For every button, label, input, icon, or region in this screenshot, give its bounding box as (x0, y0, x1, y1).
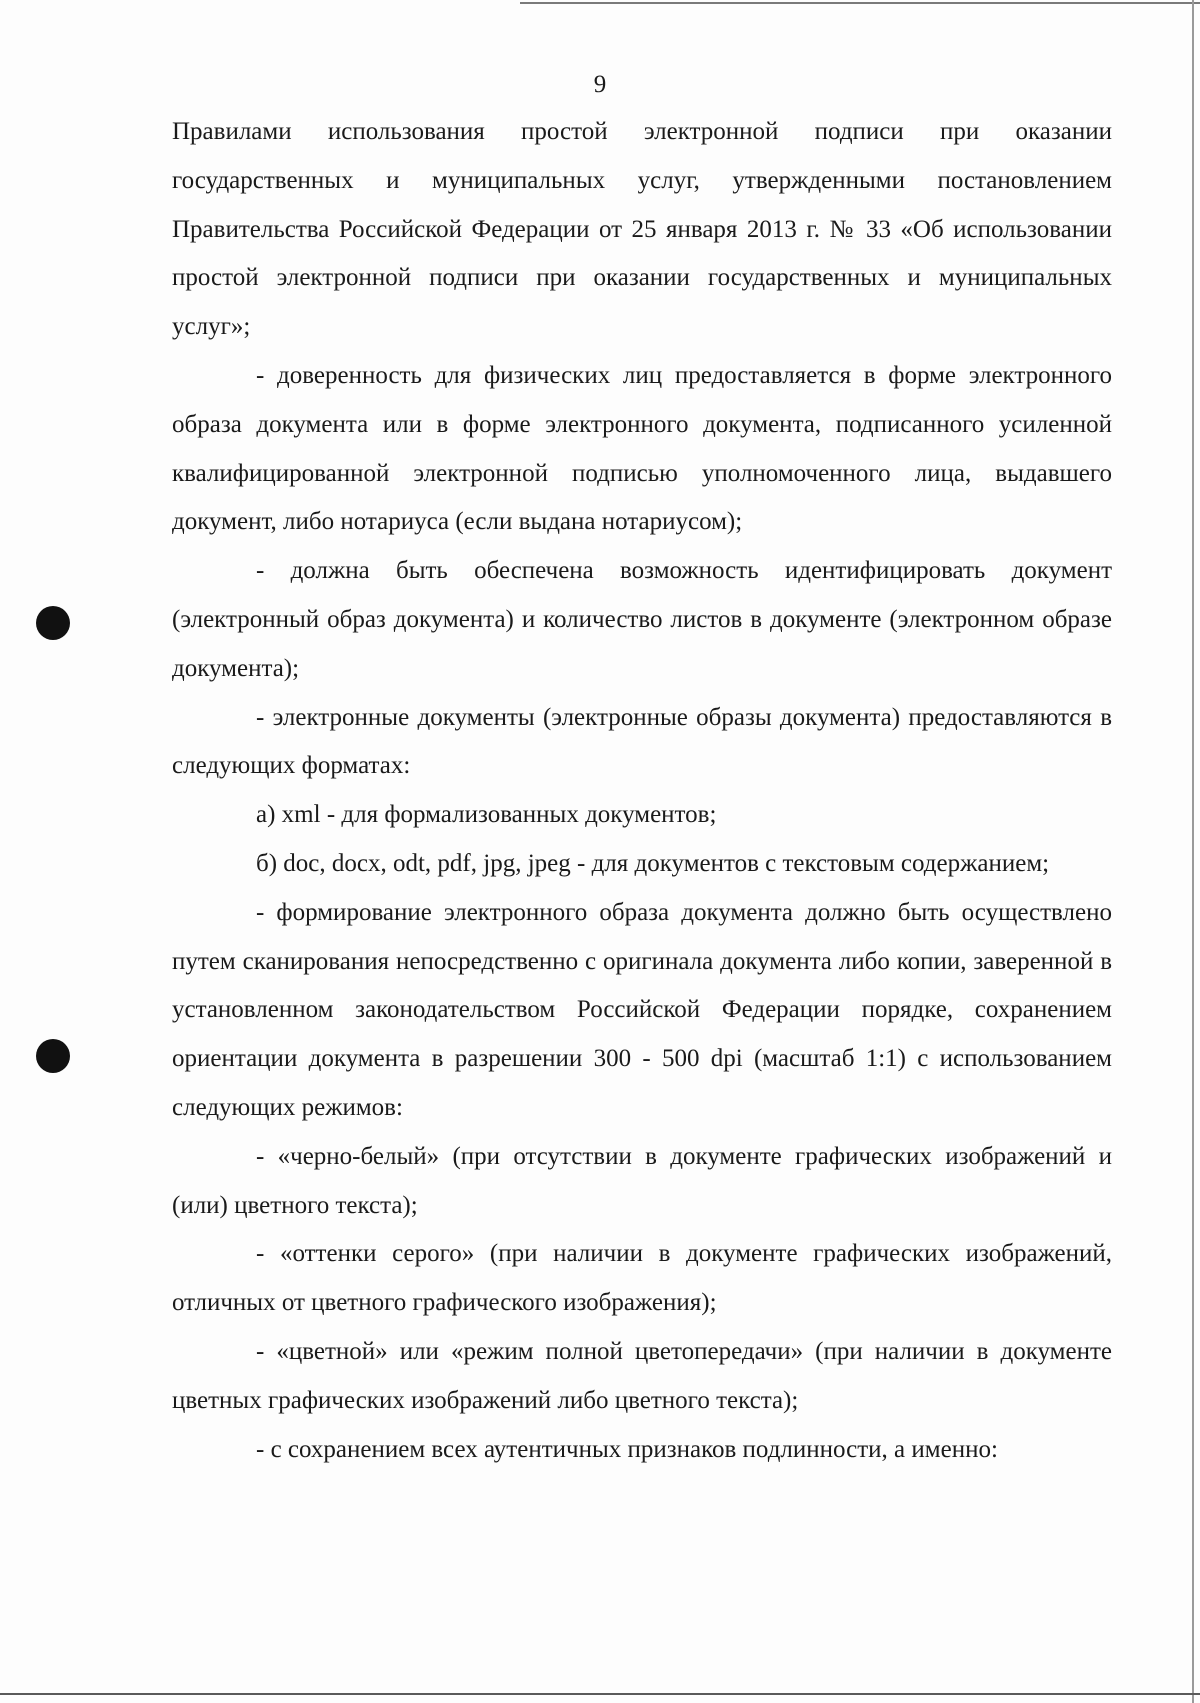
paragraph: - «оттенки серого» (при наличии в документе графических изображений, отличных от цветного графического изображения); (172, 1240, 1112, 1317)
paragraph: - «цветной» или «режим полной цветопередачи» (при наличии в документе цветных графических изображений либо цветного текста); (172, 1337, 1112, 1414)
page-number: 9 (593, 71, 607, 98)
paragraph: Правилами использования простой электронной подписи при оказании государственных и муниципальных услуг, утвержденными постановлением Правительства Российской Федерации от 25 января 2013 г. № 33 «Об использовании простой электронной подписи при оказании государственных и муниципальных услуг»; (172, 118, 1112, 341)
paragraph: - должна быть обеспечена возможность идентифицировать документ (электронный образ документа) и количество листов в документе (электронном образе документа); (172, 557, 1112, 682)
paragraph: - доверенность для физических лиц предоставляется в форме электронного образа документа или в форме электронного документа, подписанного усиленной квалифицированной электронной подписью уполномоченного лица, выдавшего документ, либо нотариуса (если выдана нотариусом); (172, 361, 1112, 536)
paragraph: - формирование электронного образа документа должно быть осуществлено путем сканирования непосредственно с оригинала документа либо копии, заверенной в установленном законодательством Российской Федерации порядке, сохранением ориентации документа в разрешении 300 - 500 dpi (масштаб 1:1) с использованием следующих режимов: (172, 898, 1112, 1121)
punch-hole-mark (36, 1039, 70, 1073)
paragraph: - электронные документы (электронные образы документа) предоставляются в следующих форматах: (172, 703, 1112, 780)
paragraph: - «черно-белый» (при отсутствии в документе графических изображений и (или) цветного текста); (172, 1142, 1112, 1219)
document-body (172, 108, 1112, 1474)
paragraph: а) xml - для формализованных документов; (256, 801, 717, 829)
paragraph: б) doc, docx, odt, pdf, jpg, jpeg - для документов с текстовым содержанием; (256, 849, 1050, 877)
bottom-edge-line (0, 1693, 1200, 1695)
right-edge-line (1192, 0, 1194, 1703)
punch-hole-mark (36, 606, 70, 640)
paragraph: - с сохранением всех аутентичных признаков подлинности, а именно: (256, 1435, 998, 1463)
top-edge-line (520, 2, 1200, 4)
